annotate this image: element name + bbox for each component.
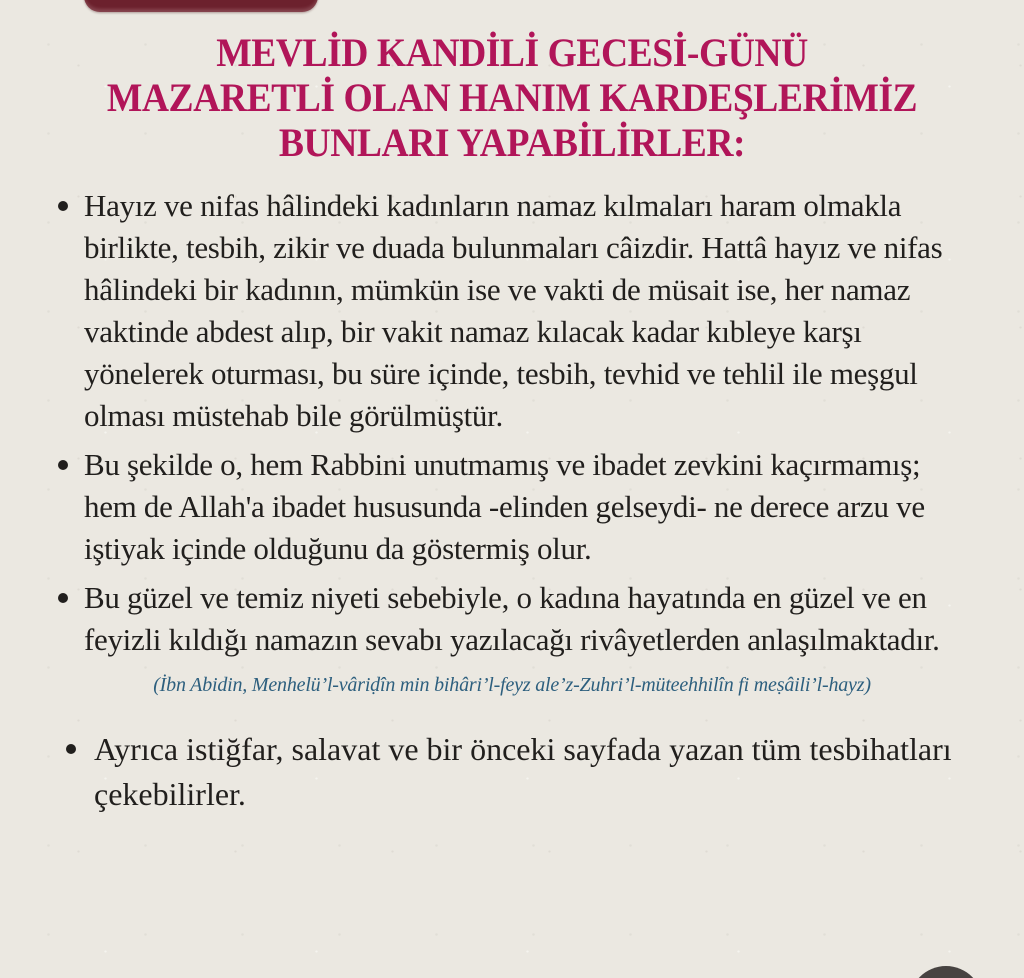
list-item [56, 577, 966, 661]
source-citation: (İbn Abidin, Menhelü’l-vâriḍîn min bihâri’l-feyz ale’z-Zuhri’l-müteehhilîn fi meṣâili’l-hayz) [153, 674, 871, 696]
page-title-line-1: MEVLİD KANDİLİ GECESİ-GÜNÜ [216, 30, 808, 75]
page-title-line-2: MAZARETLİ OLAN HANIM KARDEŞLERİMİZ [106, 75, 918, 120]
list-item-text: Hayız ve nifas hâlindeki kadınların namaz kılmaları haram olmakla birlikte, tesbih, zikir ve duada bulunmaları câizdir. Hattâ hayız ve nifas hâlindeki bir kadının, mümkün ise ve vakti de müsait ise, her namaz vaktinde abdest alıp, bir vakit namaz kılacak kadar kıbleye karşı yönelerek oturması, bu süre içinde, tesbih, tevhid ve tehlil ile meşgul olması müstehab bile görülmüştür. [84, 188, 943, 433]
bottom-circle-decoration [909, 966, 983, 978]
bullet-icon [58, 460, 68, 470]
page-title-line-3: BUNLARI YAPABİLİRLER: [278, 120, 746, 165]
top-tab-decoration [84, 0, 318, 12]
page-title [59, 30, 965, 165]
bullet-icon [58, 593, 68, 603]
footer-note-text: Ayrıca istiğfar, salavat ve bir önceki sayfada yazan tüm tesbihatları çekebilirler. [94, 731, 952, 812]
bullet-icon [58, 201, 68, 211]
bullet-list [56, 185, 966, 661]
footer-note [66, 727, 966, 817]
bullet-icon [66, 744, 76, 754]
list-item [56, 444, 966, 570]
list-item-text: Bu şekilde o, hem Rabbini unutmamış ve ibadet zevkini kaçırmamış; hem de Allah'a ibadet hususunda -elinden gelseydi- ne derece arzu ve iştiyak içinde olduğunu da göstermiş olur. [84, 447, 925, 566]
list-item-text: Bu güzel ve temiz niyeti sebebiyle, o kadına hayatında en güzel ve en feyizli kıldığı namazın sevabı yazılacağı rivâyetlerden anlaşılmaktadır. [84, 580, 940, 657]
list-item [56, 185, 966, 437]
